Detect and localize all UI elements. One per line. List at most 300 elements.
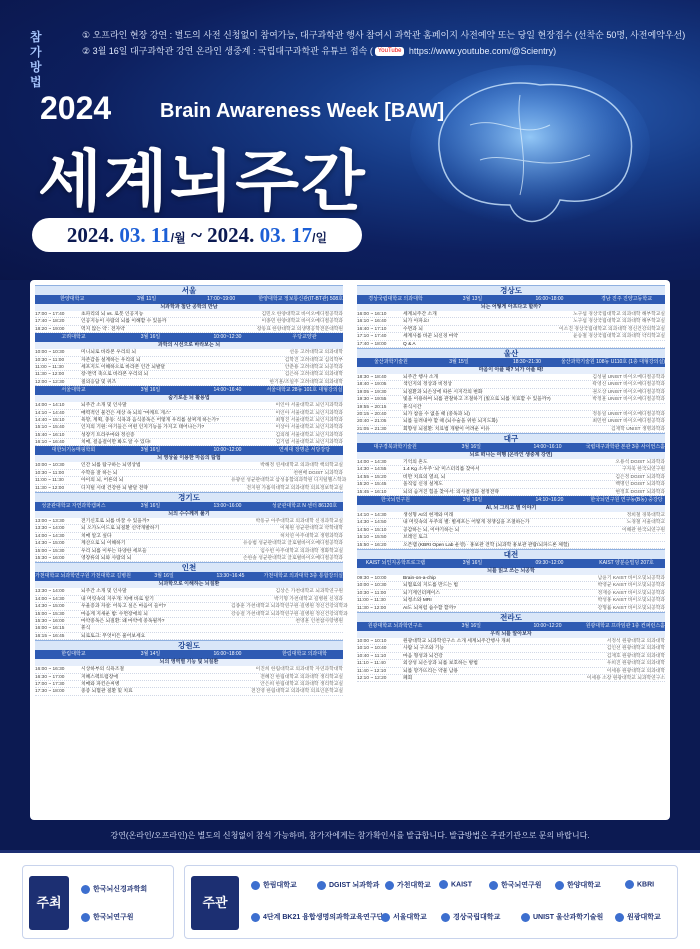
schedule-row xyxy=(357,341,665,348)
session-theme: 뇌과학과 첨단 공학의 만남 xyxy=(35,304,343,311)
session-header xyxy=(357,295,665,304)
session-header-cell: 10:00~12:20 xyxy=(533,622,562,629)
session-header-cell: 3월 16일 xyxy=(140,387,161,394)
schedule-time: 16:00 ~ 16:15 xyxy=(35,626,65,632)
session-header-cell: 3월 11일 xyxy=(137,296,157,302)
session-header-cell: 09:30~12:00 xyxy=(535,559,564,566)
schedule-speaker: 노구섭 경상국립대학교 의과대학 해부학교실 xyxy=(572,312,665,317)
youtube-link[interactable]: https://www.youtube.com/@Scientry) xyxy=(406,46,557,56)
schedule-speaker: 정재승 KAIST 바이오및뇌공학과 xyxy=(597,590,665,596)
schedule-row xyxy=(357,489,665,496)
organizer-logo: DGIST 뇌과학과 xyxy=(317,880,379,890)
schedule-topic: 1.4 Kg 소우주 '뇌' 미스터리를 찾아서 xyxy=(403,467,480,473)
schedule-row xyxy=(35,674,343,681)
schedule-time: 15:20 ~ 15:45 xyxy=(357,482,387,488)
session-header-cell: 13:30~16:45 xyxy=(216,573,245,580)
schedule-row xyxy=(357,374,665,381)
schedule-speaker: 천영훈 인천참사랑병원 xyxy=(295,618,343,624)
session-header-cell: 3월 16일 xyxy=(140,447,161,454)
schedule-time: 17:30 ~ 18:00 xyxy=(35,689,65,695)
schedule-time: 11:00 ~ 11:30 xyxy=(35,478,64,484)
schedule-row xyxy=(357,389,665,396)
schedule-topic: 중증 뇌혈관 질환 및 치료 xyxy=(81,689,133,695)
region-heading: 강원도 xyxy=(35,640,343,650)
session-header-cell: 가천대학교 뇌과학연구원 가천대학교 길병원 xyxy=(35,573,131,580)
session-header-cell: 3월 16일 xyxy=(140,503,161,510)
session-header-cell: 성균관대학교 N 센터 86120호 xyxy=(271,503,338,510)
attendance-note: 강연(온라인/오프라인)은 별도의 신청없이 참석 가능하며, 참가자에게는 참가확인서를 발급합니다. 발급방법은 주관기관으로 문의 바랍니다. xyxy=(110,831,590,840)
host-logo: 한국뇌신경과학회 xyxy=(81,884,147,894)
schedule-time: 14:00 ~ 14:10 xyxy=(35,403,65,409)
schedule-topic: 치매, 걸음걸이만 봐도 알 수 있다! xyxy=(81,440,151,446)
session-header-cell: 가천대학교 의과대학 3층 통합강의실 xyxy=(263,573,344,580)
schedule-topic: 휴식 xyxy=(81,626,91,632)
schedule-row xyxy=(35,326,343,333)
schedule-time: 10:30 ~ 11:00 xyxy=(35,470,65,476)
schedule-time: 11:00 ~ 11:30 xyxy=(357,598,386,604)
schedule-topic: 빛을 이용하여 뇌를 관찰하고 조절하기 (빛으로 뇌를 치료할 수 있을까?) xyxy=(403,397,551,403)
schedule-topic: 뇌를 들려내야 할 때 (뇌수술을 위한 뇌지도화) xyxy=(403,419,498,425)
session-header-cell: 10:00~12:00 xyxy=(213,447,242,454)
schedule-time: 16:30 ~ 17:00 xyxy=(35,674,65,680)
schedule-speaker: 이제원 성균관대학교 약학대학 xyxy=(280,526,343,532)
schedule-time: 12:10 ~ 12:20 xyxy=(357,675,387,681)
schedule-time: 18:30 ~ 18:40 xyxy=(357,374,387,380)
schedule-row xyxy=(357,396,665,403)
schedule-time: 13:30 ~ 14:00 xyxy=(35,589,65,595)
schedule-speaker: 김은하 고려대학교 의과대학 xyxy=(284,372,343,378)
session-header-cell: 3월 16일 xyxy=(462,497,483,504)
organizer-box xyxy=(184,865,678,939)
schedule-speaker: 김학진 고려대학교 심리학부 xyxy=(284,357,343,363)
schedule-speaker: 현정호 DGIST 뇌과학과 xyxy=(615,489,665,495)
schedule-row xyxy=(357,534,665,541)
schedule-speaker: 천현배 DGIST 뇌과학과 xyxy=(293,470,343,476)
session-header-cell: 3월 16일 xyxy=(461,622,481,629)
schedule-row xyxy=(35,555,343,562)
date-year-1: 2024. xyxy=(66,223,120,247)
schedule-topic: 계산으로 뇌 이해하기 xyxy=(81,541,126,547)
schedule-row xyxy=(357,542,665,549)
schedule-speaker: 이진희 한림대학교 의과대학 자연과학대학 xyxy=(255,667,343,673)
organizer-logo: 서울대학교 xyxy=(381,912,427,922)
session-header-cell: 한국뇌연구원 xyxy=(381,497,410,504)
schedule-speaker: 이세용 소장 원광대학교 뇌과학연구소 xyxy=(586,675,665,681)
schedule-row xyxy=(357,459,665,466)
schedule-speaker: 박동규 아주대학교 의과대학 신경과학교실 xyxy=(255,519,343,525)
schedule-row xyxy=(35,364,343,371)
session-header-cell: 한양대학교 xyxy=(60,296,85,302)
organizer-logo: 4단계 BK21 융합생명의과학교육연구단 xyxy=(251,912,383,922)
schedule-time: 15:00 ~ 15:30 xyxy=(35,611,65,617)
schedule-time: 14:40 ~ 15:10 xyxy=(35,417,65,423)
schedule-topic: 사람 뇌 구조와 기능 xyxy=(403,646,445,652)
schedule-topic: AI도 뇌처럼 습수할 할까? xyxy=(403,605,456,611)
date-dow-2: /일 xyxy=(312,231,328,245)
schedule-topic: 장-면역 축으로 바라본 우리의 뇌 xyxy=(81,372,149,378)
schedule-time: 09:30 ~ 10:00 xyxy=(357,575,387,581)
schedule-time: 15:50 ~ 16:20 xyxy=(357,542,387,548)
schedule-row xyxy=(357,638,665,645)
schedule-topic: 뇌 오가노이드로 뇌질환 신약개발하기 xyxy=(81,526,160,532)
schedule-time: 12:00 ~ 12:30 xyxy=(35,379,65,385)
schedule-speaker: 손한솔 성균관대학교 글로벌바이오메디컬공학과 xyxy=(243,555,343,561)
schedule-row xyxy=(35,596,343,603)
schedule-topic: 비만 치료의 열쇠, 뇌 xyxy=(403,474,446,480)
schedule-time: 10:00 ~ 10:30 xyxy=(35,350,65,356)
schedule-time: 17:40 ~ 18:20 xyxy=(35,319,65,325)
schedule-time: 15:10 ~ 15:40 xyxy=(35,425,65,431)
schedule-speaker: 전진영 한림대학교 의과대학 의료인문학교실 xyxy=(250,689,343,695)
schedule-time: 18:40 ~ 19:05 xyxy=(357,382,387,388)
schedule-speaker: 박정훈 UNIST 바이오메디컬공학과 xyxy=(592,397,665,403)
organizer-logo: KBRI xyxy=(625,880,654,889)
schedule-topic: 수학을 잘 하는 뇌 xyxy=(81,470,118,476)
date-month-2: 03. xyxy=(259,223,292,247)
schedule-speaker: 이해관 한국뇌연구원 xyxy=(621,527,665,533)
region-heading: 경상도 xyxy=(357,285,665,295)
session-header-cell: 10:00~12:30 xyxy=(213,334,242,341)
schedule-speaker: 노구섭 경상국립대학교 의과대학 해부학교실 xyxy=(572,319,665,325)
schedule-speaker: 백명인 DGIST 뇌과학과 xyxy=(615,482,665,488)
date-month-1: 03. xyxy=(119,223,151,247)
schedule-row xyxy=(35,379,343,386)
schedule-speaker: 노경철 서울대학교 xyxy=(626,520,665,526)
schedule-topic: 뇌질환과 뇌손상에 따른 시지각의 변화 xyxy=(403,389,483,395)
schedule-row xyxy=(357,411,665,418)
event-name: Brain Awareness Week [BAW] xyxy=(160,100,445,122)
schedule-speaker: 김의래 서울대학교 뇌인지과학과 xyxy=(275,432,343,438)
schedule-row xyxy=(357,582,665,589)
schedule-time: 17:40 ~ 18:00 xyxy=(357,341,387,347)
schedule-time: 11:00 ~ 11:30 xyxy=(35,364,64,370)
schedule-time: 14:30 ~ 15:00 xyxy=(35,541,65,547)
schedule-topic: 뇌청소와 MRI xyxy=(403,598,432,604)
schedule-time: 16:10 ~ 16:40 xyxy=(357,319,387,325)
schedule-time: 16:10 ~ 16:40 xyxy=(35,440,65,446)
schedule-row xyxy=(357,333,665,340)
schedule-time: 13:00 ~ 13:30 xyxy=(35,519,65,525)
schedule-time: 14:55 ~ 15:20 xyxy=(357,474,387,480)
schedule-speaker: 박해정 연세대학교 의과대학 핵의학교실 xyxy=(260,463,343,469)
schedule-topic: 먹지 않는 약 : 전자약 xyxy=(81,326,125,332)
schedule-speaker: 우희진 원광대학교 의과대학 xyxy=(606,661,665,667)
schedule-topic: 초파리의 뇌 vs. 로봇 인공지능 xyxy=(81,312,144,317)
schedule-time: 14:00 ~ 14:30 xyxy=(357,460,387,466)
schedule-topic: 휴식시간 xyxy=(403,404,422,410)
schedule-time: 11:10 ~ 11:40 xyxy=(357,661,386,667)
schedule-time: 19:30 ~ 19:55 xyxy=(357,397,387,403)
session-header-cell: 13:00~16:00 xyxy=(213,503,242,510)
schedule-speaker: 권오상 UNIST 바이오메디컬공학과 xyxy=(592,389,665,395)
schedule-speaker xyxy=(569,542,665,548)
session-header-cell: 17:00~19:00 xyxy=(207,296,236,302)
schedule-row xyxy=(35,666,343,673)
schedule-time: 10:30 ~ 11:00 xyxy=(357,590,387,596)
schedule-speaker xyxy=(231,633,343,639)
schedule-time: 14:00 ~ 14:30 xyxy=(35,596,65,602)
schedule-speaker: 유승범 성균관대학교 글로벌바이오메디컬공학과 xyxy=(243,541,343,547)
schedule-row xyxy=(35,548,343,555)
schedule-topic: 욕망, 계획, 충동: 식욕과 음식중독은 어떻게 우리를 살찌게 하는가? xyxy=(81,417,219,423)
schedule-row xyxy=(35,424,343,431)
session-header xyxy=(357,443,665,452)
session-theme: 마음이 아플 때? 뇌가 아플 때! xyxy=(357,367,665,374)
schedule-topic: 공감하는 뇌, 이야기하는 뇌 xyxy=(403,527,460,533)
region-heading: 대전 xyxy=(357,549,665,559)
session-header-cell: 한림대학교 xyxy=(61,651,86,658)
schedule-topic: 인공지능이 사람의 뇌를 이해할 수 있을까 xyxy=(81,319,167,325)
hero-banner xyxy=(0,0,700,280)
session-header-cell: 한림대학교 의과대학 xyxy=(282,651,327,658)
schedule-speaker: 이소진 경상국립대학교 의과대학 정신건강의학교실 xyxy=(559,326,665,332)
footer xyxy=(0,850,700,949)
schedule-row xyxy=(357,326,665,333)
schedule-row xyxy=(35,402,343,409)
schedule-time: 20:15 ~ 20:40 xyxy=(357,411,387,417)
schedule-speaker: 안춘용 고려대학교 뇌공학과 xyxy=(284,364,343,370)
schedule-time: 15:10 ~ 15:50 xyxy=(357,535,387,541)
schedule-topic: 기억의 흔도 xyxy=(403,460,428,466)
youtube-icon[interactable]: YouTube xyxy=(375,47,405,56)
schedule-topic: 뇌기계인터페이스 xyxy=(403,590,441,596)
organizer-logo: 한국뇌연구원 xyxy=(489,880,542,890)
schedule-speaker: 선웅 고려대학교 의과대학 xyxy=(289,350,343,356)
session-header-cell: 울산과학기술원 108동 U110호 (1층 대형강의실) xyxy=(560,358,665,365)
session-header xyxy=(35,295,343,304)
schedule-time: 10:00 ~ 10:10 xyxy=(357,638,387,644)
organizer-logo: 원광대학교 xyxy=(615,912,661,922)
schedule-time: 14:30 ~ 14:50 xyxy=(357,520,387,526)
session-header-cell: 18:30~21:30 xyxy=(512,358,541,365)
schedule-speaker: 강승걸 가천대학교 뇌과학연구원·길병원 정신건강의학과 xyxy=(231,611,348,617)
schedule-time: 14:00 ~ 14:30 xyxy=(35,533,65,539)
schedule-speaker: 허치연 아주대학교 생명과학과 xyxy=(280,533,343,539)
schedule-topic: 디지털 시대 건강한 뇌 발달 전략 xyxy=(81,485,148,491)
region-heading: 인천 xyxy=(35,562,343,572)
schedule-speaker xyxy=(553,534,665,540)
schedule-time: 16:00 ~ 16:30 xyxy=(35,667,65,673)
session-header xyxy=(35,502,343,511)
schedule-speaker: 윤승철 경상국립대학교 의과대학 약리학교실 xyxy=(572,334,665,340)
schedule-time: 14:50 ~ 15:10 xyxy=(357,527,387,533)
schedule-speaker: 곽영신 UNIST 바이오메디컬공학과 xyxy=(592,382,665,388)
schedule-column-left xyxy=(35,285,348,696)
page-title: 세계뇌주간 xyxy=(38,144,367,218)
schedule-topic: 세계뇌주간 소개 xyxy=(403,312,437,317)
schedule-time: 10:00 ~ 10:30 xyxy=(35,463,65,469)
schedule-speaker xyxy=(231,625,343,631)
event-date-range xyxy=(32,218,362,252)
session-header-cell: 대구경북과학기술원 xyxy=(373,444,417,451)
date-dow-1: /월 xyxy=(170,231,186,245)
schedule-row xyxy=(357,466,665,473)
session-header xyxy=(357,496,665,505)
schedule-topic: 생성형 AI의 현재와 미래 xyxy=(403,513,454,519)
schedule-time: 18:20 ~ 19:00 xyxy=(35,326,65,332)
region-heading: 전라도 xyxy=(357,612,665,622)
schedule-row xyxy=(357,512,665,519)
session-header-cell: 16:00~18:00 xyxy=(213,651,242,658)
schedule-topic: 수면과 뇌 xyxy=(403,326,423,332)
schedule-time: 11:40 ~ 12:10 xyxy=(357,668,387,674)
session-header-cell: 16:00~18:00 xyxy=(535,296,564,302)
schedule-speaker: 정동일 UNIST 바이오메디컬공학과 xyxy=(592,411,665,417)
schedule-row xyxy=(357,481,665,488)
session-theme: AI, 뇌 그리고 별 이야기 xyxy=(357,505,665,512)
schedule-topic: 아이의 뇌, 어른의 뇌 xyxy=(81,478,124,484)
schedule-speaker: 이인아 서울대학교 뇌인지과학과 xyxy=(275,410,343,416)
schedule-row xyxy=(357,474,665,481)
schedule-row xyxy=(35,518,343,525)
schedule-topic: 질의응답 및 퀴즈 xyxy=(81,379,117,385)
schedule-row xyxy=(35,485,343,492)
schedule-time: 15:30 ~ 16:00 xyxy=(35,618,65,624)
schedule-row xyxy=(35,588,343,595)
schedule-row xyxy=(35,618,343,625)
schedule-row xyxy=(357,381,665,388)
schedule-row xyxy=(35,311,343,318)
schedule-row xyxy=(357,668,665,675)
schedule-topic: 폐회 xyxy=(403,675,413,681)
schedule-topic: 마약중독은 뇌질환: 왜 마약에 중독될까? xyxy=(81,618,165,624)
schedule-row xyxy=(35,432,343,439)
organizer-logo: 경상국립대학교 xyxy=(441,912,500,922)
schedule-topic: 회향성 뇌질환: 치료법 개발이 어려운 이유 xyxy=(403,426,490,432)
schedule-speaker: 임수빈 아주대학교 의과대학 생화학교실 xyxy=(260,548,343,554)
schedule-row xyxy=(357,675,665,682)
schedule-topic: 우리 뇌를 이루는 다양한 세포들 xyxy=(81,548,147,554)
region-heading: 대구 xyxy=(357,433,665,443)
schedule-row xyxy=(35,371,343,378)
session-header-cell: 우당교양관 xyxy=(292,334,317,341)
schedule-time: 15:30 ~ 16:00 xyxy=(35,555,65,561)
schedule-row xyxy=(357,597,665,604)
schedule-topic: 세계사를 바꾼 뇌신경 마약 xyxy=(403,334,458,340)
region-heading: 서울 xyxy=(35,285,343,295)
schedule-time: 16:40 ~ 17:10 xyxy=(357,326,387,332)
host-box xyxy=(22,865,174,939)
session-header-cell: KAIST 뇌인지공학프로그램 xyxy=(365,559,426,566)
session-header-cell: 대한뇌기능매핑학회 xyxy=(51,447,96,454)
schedule-row xyxy=(357,519,665,526)
schedule-speaker: 최민헌 UNIST 바이오메디컬공학과 xyxy=(592,419,665,425)
session-header-cell: 성균관대학교 자연과학캠퍼스 xyxy=(41,503,106,510)
schedule-time: 16:15 ~ 16:45 xyxy=(35,633,65,639)
participation-label: 참가방법 xyxy=(30,30,42,89)
session-theme: 뇌로 떠나는 여행 (온라인 생중계 강연) xyxy=(357,452,665,459)
schedule-row xyxy=(35,540,343,547)
session-theme: 숨기로운 뇌 활용법 xyxy=(35,395,343,402)
schedule-topic: 마음계 지새운 밤: 수면장애의 뇌 xyxy=(81,611,148,617)
session-header-cell: 3월 15일 xyxy=(449,358,469,365)
region-heading: 울산 xyxy=(357,348,665,358)
session-header xyxy=(35,333,343,342)
schedule-row xyxy=(35,318,343,325)
schedule-topic: 매력적인 물건은 세상 속 뇌의 "마캐트 게스" xyxy=(81,410,172,416)
schedule-row xyxy=(357,318,665,325)
schedule-row xyxy=(35,625,343,632)
schedule-row xyxy=(357,311,665,318)
schedule-topic: 뇌주간 행사 소개 xyxy=(403,374,439,380)
schedule-time: 21:05 ~ 21:30 xyxy=(357,426,387,432)
schedule-topic: 세포지도 이해하으로 바라본 인간 뇌발달 xyxy=(81,364,166,370)
schedule-time: 17:00 ~ 17:30 xyxy=(35,681,65,687)
session-header-cell: 경남 진주 진양고등학교 xyxy=(600,296,653,302)
schedule-speaker: 정희철 경북대학교 xyxy=(626,513,665,519)
schedule-time: 10:30 ~ 11:00 xyxy=(35,357,65,363)
schedule-speaker: 이세용 원광대학교 의과대학 xyxy=(606,668,665,674)
schedule-speaker: 한기훈/조일주 고려대학교 의과대학 xyxy=(269,379,343,385)
host-label: 주최 xyxy=(29,876,69,930)
schedule-speaker xyxy=(553,341,665,347)
schedule-row xyxy=(357,426,665,433)
schedule-speaker: 김인선 원광대학교 의과대학 xyxy=(606,646,665,652)
schedule-topic: 지혜스펙트럼장애 xyxy=(81,674,119,680)
session-theme: 뇌를 읽고 쓰는 뇌공학 xyxy=(357,568,665,575)
organizer-logo: KAIST xyxy=(439,880,472,889)
session-theme: 뇌의 수수께끼 풀기 xyxy=(35,511,343,518)
participation-line-2 xyxy=(82,44,556,59)
schedule-speaker: 김기범 서울대학교 뇌인지과학과 xyxy=(275,440,343,446)
schedule-speaker: 박기형 가천대학교 길병원 신경과 xyxy=(274,596,343,602)
date-year-2: 2024. xyxy=(207,223,260,247)
schedule-row xyxy=(35,410,343,417)
schedule-speaker: 이종민 한양대학교 바이오메디컬공학과 xyxy=(261,319,343,325)
host-logo: 한국뇌연구원 xyxy=(81,912,134,922)
schedule-row xyxy=(357,605,665,612)
schedule-topic: 내 머릿속의 우주의 별: 별세포는 어떻게 경쟁심을 조절하는가 xyxy=(403,520,530,526)
schedule-time: 14:30 ~ 15:00 xyxy=(35,604,65,610)
schedule-speaker: 남윤기 KAIST 바이오및뇌공학과 xyxy=(597,575,665,581)
schedule-speaker: 장동표 한양대학교 의생명공학전문대학원 xyxy=(256,326,343,332)
schedule-topic: 치매와 파킨슨씨병 xyxy=(81,681,120,687)
schedule-speaker: 안은희 한림대학교 의과대학 생리학교실 xyxy=(260,681,343,687)
schedule-topic: 성장기 트라우마와 정신증 xyxy=(81,432,135,438)
date-tilde: ~ xyxy=(185,223,208,247)
session-header-cell: 국립대구과학관 본관 3층 사이언스홀 xyxy=(585,444,666,451)
schedule-time: 11:30 ~ 12:00 xyxy=(35,485,65,491)
session-header-cell: 3월 13일 xyxy=(462,296,483,302)
session-header-cell: 14:10~16:20 xyxy=(535,497,564,504)
schedule-speaker: 김종훈 가천대학교 뇌과학연구원·길병원 정신건강의학과 xyxy=(231,604,348,610)
schedule-topic: 미니뇌로 바라본 우리의 뇌 xyxy=(81,350,136,356)
schedule-row xyxy=(35,681,343,688)
session-header-cell: 원광대학교 뇌과학연구소 xyxy=(367,622,423,629)
schedule-row xyxy=(35,611,348,618)
schedule-topic: 뇌주간 소개 및 인사말 xyxy=(81,589,127,595)
schedule-speaker xyxy=(553,404,665,410)
session-header-cell: 연세대 장명준 서당강당 xyxy=(278,447,331,454)
schedule-row xyxy=(357,653,665,660)
schedule-row xyxy=(35,477,347,484)
session-header-cell: 3월 16일 xyxy=(154,573,174,580)
schedule-speaker: 전혜진 한림대학교 의과대학 생리학교실 xyxy=(260,674,343,680)
schedule-row xyxy=(357,418,665,425)
schedule-panel xyxy=(30,280,670,820)
schedule-topic: 뇌로토크: 무엇이든 물어보세요 xyxy=(81,633,146,639)
schedule-row xyxy=(35,462,343,469)
schedule-speaker: 구자욱 한국뇌연구원 xyxy=(621,467,665,473)
schedule-row xyxy=(35,603,348,610)
schedule-speaker: 김성필 UNIST 바이오메디컬공학과 xyxy=(592,374,665,380)
schedule-row xyxy=(35,470,343,477)
schedule-topic: 뇌주간 소개 및 인사말 xyxy=(81,403,127,409)
schedule-topic: 치매 알고 싶다 xyxy=(81,533,112,539)
schedule-time: 15:40 ~ 16:10 xyxy=(35,432,65,438)
schedule-topic: Q & A xyxy=(403,341,416,347)
schedule-time: 14:10 ~ 14:40 xyxy=(35,410,65,416)
